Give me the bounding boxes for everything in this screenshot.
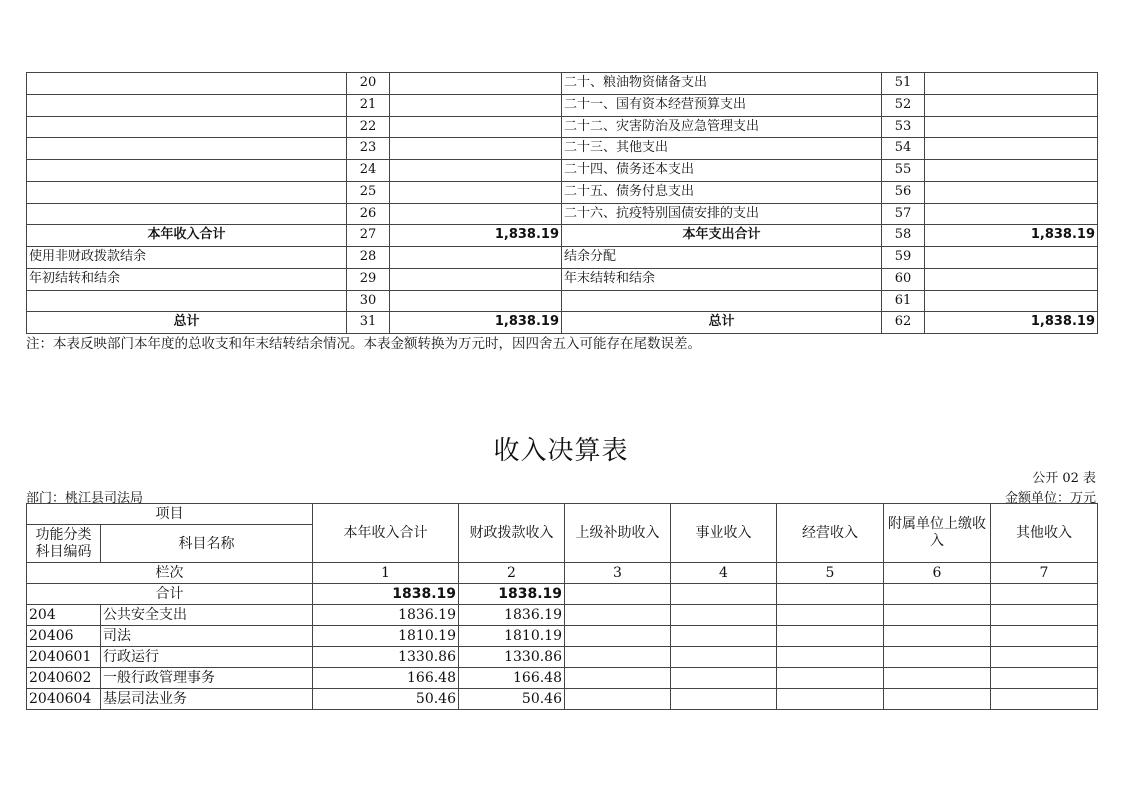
empty-cell <box>884 605 991 626</box>
expense-label: 二十五、债务付息支出 <box>562 181 882 203</box>
income-amount <box>390 268 562 290</box>
empty-cell <box>777 584 884 605</box>
summary-row <box>27 138 1098 160</box>
row-fiscal: 1836.19 <box>459 605 565 626</box>
total-row <box>27 584 1098 605</box>
empty-cell <box>671 584 777 605</box>
expense-label: 年末结转和结余 <box>562 268 882 290</box>
expense-amount <box>925 116 1098 138</box>
summary-row <box>27 160 1098 182</box>
summary-row <box>27 181 1098 203</box>
summary-table <box>26 72 1098 334</box>
income-table <box>26 503 1098 710</box>
expense-line-no: 61 <box>882 290 925 312</box>
empty-cell <box>777 626 884 647</box>
summary-row <box>27 116 1098 138</box>
expense-label: 二十三、其他支出 <box>562 138 882 160</box>
row-total: 1836.19 <box>313 605 459 626</box>
header-name: 科目名称 <box>101 525 313 563</box>
expense-line-no: 58 <box>882 225 925 247</box>
subject-name: 基层司法业务 <box>101 689 313 710</box>
col-num-3: 3 <box>565 563 671 584</box>
department-label: 部门：桃江县司法局 <box>26 491 144 506</box>
row-fiscal: 1810.19 <box>459 626 565 647</box>
expense-label: 二十六、抗疫特别国债安排的支出 <box>562 203 882 225</box>
header-other: 其他收入 <box>991 504 1098 563</box>
header-item: 项目 <box>27 504 313 525</box>
expense-label: 二十四、债务还本支出 <box>562 160 882 182</box>
expense-label: 结余分配 <box>562 247 882 269</box>
income-line-no: 24 <box>347 160 390 182</box>
income-label <box>27 138 347 160</box>
empty-cell <box>565 584 671 605</box>
empty-cell <box>671 647 777 668</box>
income-label <box>27 94 347 116</box>
empty-cell <box>884 689 991 710</box>
expense-amount <box>925 181 1098 203</box>
summary-row <box>27 247 1098 269</box>
income-line-no: 20 <box>347 73 390 95</box>
income-label: 总计 <box>27 312 347 334</box>
column-number-row <box>27 563 1098 584</box>
table-row <box>27 689 1098 710</box>
income-line-no: 21 <box>347 94 390 116</box>
empty-cell <box>565 668 671 689</box>
expense-amount: 1,838.19 <box>925 225 1098 247</box>
income-line-no: 22 <box>347 116 390 138</box>
table-row <box>27 668 1098 689</box>
empty-cell <box>991 626 1098 647</box>
subject-code: 20406 <box>27 626 101 647</box>
summary-table-body <box>27 73 1098 334</box>
empty-cell <box>777 668 884 689</box>
subject-code: 2040604 <box>27 689 101 710</box>
income-label <box>27 290 347 312</box>
income-amount <box>390 160 562 182</box>
expense-line-no: 57 <box>882 203 925 225</box>
income-amount <box>390 116 562 138</box>
subject-code: 2040602 <box>27 668 101 689</box>
empty-cell <box>565 689 671 710</box>
summary-row <box>27 203 1098 225</box>
expense-amount <box>925 94 1098 116</box>
income-amount <box>390 247 562 269</box>
expense-label: 二十一、国有资本经营预算支出 <box>562 94 882 116</box>
expense-line-no: 51 <box>882 73 925 95</box>
expense-amount <box>925 138 1098 160</box>
empty-cell <box>777 605 884 626</box>
income-label: 本年收入合计 <box>27 225 347 247</box>
income-label: 使用非财政拨款结余 <box>27 247 347 269</box>
summary-row <box>27 268 1098 290</box>
income-label <box>27 181 347 203</box>
income-line-no: 25 <box>347 181 390 203</box>
income-label <box>27 160 347 182</box>
subject-code: 204 <box>27 605 101 626</box>
income-amount <box>390 94 562 116</box>
empty-cell <box>991 689 1098 710</box>
total-row-label: 合计 <box>27 584 313 605</box>
row-fiscal: 50.46 <box>459 689 565 710</box>
header-code: 功能分类 科目编码 <box>27 525 101 563</box>
table-row <box>27 647 1098 668</box>
col-num-4: 4 <box>671 563 777 584</box>
row-total: 1810.19 <box>313 626 459 647</box>
expense-amount <box>925 203 1098 225</box>
expense-amount <box>925 160 1098 182</box>
expense-amount: 1,838.19 <box>925 312 1098 334</box>
empty-cell <box>777 689 884 710</box>
row-total: 166.48 <box>313 668 459 689</box>
income-line-no: 28 <box>347 247 390 269</box>
income-amount: 1,838.19 <box>390 225 562 247</box>
subject-name: 司法 <box>101 626 313 647</box>
income-amount <box>390 290 562 312</box>
income-amount <box>390 203 562 225</box>
income-label <box>27 203 347 225</box>
expense-label: 二十、粮油物资储备支出 <box>562 73 882 95</box>
col-num-6: 6 <box>884 563 991 584</box>
expense-label: 二十二、灾害防治及应急管理支出 <box>562 116 882 138</box>
summary-row <box>27 290 1098 312</box>
expense-line-no: 54 <box>882 138 925 160</box>
empty-cell <box>565 605 671 626</box>
income-line-no: 30 <box>347 290 390 312</box>
summary-row <box>27 225 1098 247</box>
expense-amount <box>925 247 1098 269</box>
income-label: 年初结转和结余 <box>27 268 347 290</box>
empty-cell <box>671 689 777 710</box>
empty-cell <box>565 647 671 668</box>
row-fiscal: 166.48 <box>459 668 565 689</box>
header-superior: 上级补助收入 <box>565 504 671 563</box>
summary-note: 注：本表反映部门本年度的总收支和年末结转结余情况。本表金额转换为万元时，因四舍五入可能存在尾数误差。 <box>26 336 701 352</box>
col-num-2: 2 <box>459 563 565 584</box>
row-fiscal: 1330.86 <box>459 647 565 668</box>
empty-cell <box>671 668 777 689</box>
income-table-body <box>27 504 1098 710</box>
total-row-total: 1838.19 <box>313 584 459 605</box>
page-title: 收入决算表 <box>493 436 629 466</box>
income-amount <box>390 138 562 160</box>
table-row <box>27 605 1098 626</box>
expense-amount <box>925 290 1098 312</box>
row-total: 1330.86 <box>313 647 459 668</box>
expense-label: 本年支出合计 <box>562 225 882 247</box>
empty-cell <box>991 605 1098 626</box>
summary-row <box>27 312 1098 334</box>
empty-cell <box>777 647 884 668</box>
expense-amount <box>925 73 1098 95</box>
expense-line-no: 52 <box>882 94 925 116</box>
empty-cell <box>671 605 777 626</box>
amount-unit-label: 金额单位：万元 <box>1004 491 1096 506</box>
header-affiliated: 附属单位上缴收入 <box>884 504 991 563</box>
summary-row <box>27 73 1098 95</box>
income-amount: 1,838.19 <box>390 312 562 334</box>
expense-line-no: 53 <box>882 116 925 138</box>
empty-cell <box>884 584 991 605</box>
header-business: 事业收入 <box>671 504 777 563</box>
income-line-no: 29 <box>347 268 390 290</box>
header-operating: 经营收入 <box>777 504 884 563</box>
empty-cell <box>565 626 671 647</box>
income-label <box>27 116 347 138</box>
expense-label <box>562 290 882 312</box>
col-num-5: 5 <box>777 563 884 584</box>
header-total: 本年收入合计 <box>313 504 459 563</box>
header-fiscal: 财政拨款收入 <box>459 504 565 563</box>
expense-label: 总计 <box>562 312 882 334</box>
income-line-no: 27 <box>347 225 390 247</box>
expense-line-no: 55 <box>882 160 925 182</box>
subject-name: 行政运行 <box>101 647 313 668</box>
empty-cell <box>884 647 991 668</box>
subject-name: 一般行政管理事务 <box>101 668 313 689</box>
empty-cell <box>884 626 991 647</box>
subject-name: 公共安全支出 <box>101 605 313 626</box>
total-row-fiscal: 1838.19 <box>459 584 565 605</box>
header-row <box>27 504 1098 525</box>
expense-amount <box>925 268 1098 290</box>
subject-code: 2040601 <box>27 647 101 668</box>
income-line-no: 26 <box>347 203 390 225</box>
empty-cell <box>991 584 1098 605</box>
col-num-1: 1 <box>313 563 459 584</box>
empty-cell <box>991 647 1098 668</box>
table-number: 公开 02 表 <box>1032 471 1096 486</box>
expense-line-no: 56 <box>882 181 925 203</box>
col-num-7: 7 <box>991 563 1098 584</box>
table-row <box>27 626 1098 647</box>
empty-cell <box>671 626 777 647</box>
empty-cell <box>884 668 991 689</box>
income-amount <box>390 73 562 95</box>
income-label <box>27 73 347 95</box>
empty-cell <box>991 668 1098 689</box>
summary-row <box>27 94 1098 116</box>
expense-line-no: 60 <box>882 268 925 290</box>
income-line-no: 23 <box>347 138 390 160</box>
column-label: 栏次 <box>27 563 313 584</box>
expense-line-no: 62 <box>882 312 925 334</box>
row-total: 50.46 <box>313 689 459 710</box>
income-line-no: 31 <box>347 312 390 334</box>
expense-line-no: 59 <box>882 247 925 269</box>
income-amount <box>390 181 562 203</box>
